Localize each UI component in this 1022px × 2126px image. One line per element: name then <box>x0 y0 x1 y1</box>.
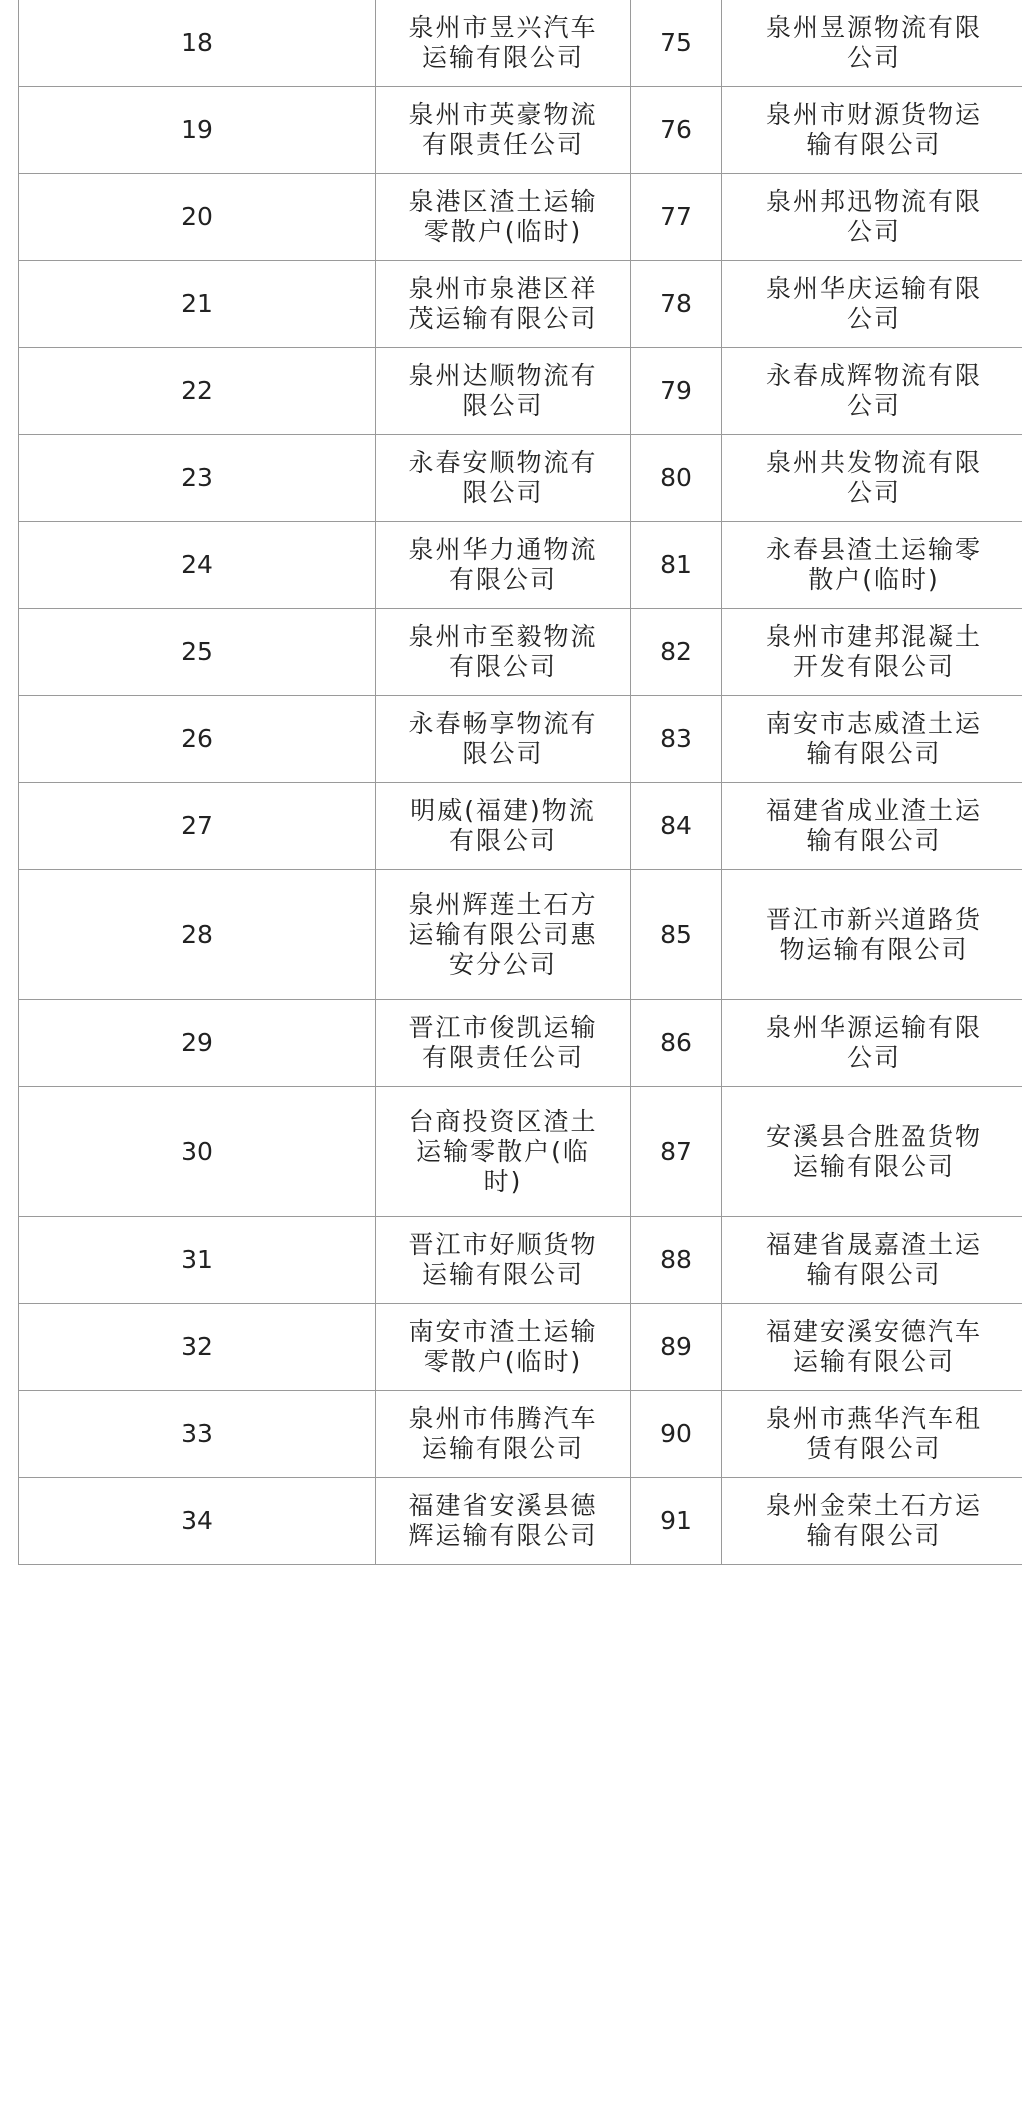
row-number-cell: 28 <box>19 870 376 1000</box>
company-name-line: 晋江市好顺货物 <box>408 1230 598 1259</box>
company-name-line: 有限责任公司 <box>421 130 584 159</box>
row-number-cell-right: 77 <box>631 174 722 261</box>
table-row <box>19 1217 1022 1304</box>
company-table <box>18 0 1022 1565</box>
company-name-cell-right <box>722 1391 1022 1478</box>
company-name-cell <box>376 1217 631 1304</box>
company-name-line: 输有限公司 <box>806 1260 942 1289</box>
company-name-line: 辉运输有限公司 <box>408 1521 598 1550</box>
table-row <box>19 696 1022 783</box>
company-name-line: 永春畅享物流有 <box>408 709 598 738</box>
company-name-line: 限公司 <box>462 739 544 768</box>
company-name-line: 运输有限公司 <box>421 1434 584 1463</box>
company-name-line: 运输有限公司 <box>792 1151 955 1181</box>
company-name-line: 时) <box>483 1166 523 1196</box>
company-name-line: 晋江市俊凯运输 <box>408 1013 598 1042</box>
company-name-line: 福建省安溪县德 <box>408 1491 598 1520</box>
row-number-cell-right: 89 <box>631 1304 722 1391</box>
table-row <box>19 783 1022 870</box>
company-name-cell-right <box>722 1000 1022 1087</box>
row-number-cell: 26 <box>19 696 376 783</box>
row-number-cell-right: 83 <box>631 696 722 783</box>
table-row <box>19 522 1022 609</box>
company-name-line: 散户(临时) <box>808 565 940 594</box>
company-name-cell <box>376 522 631 609</box>
company-name-line: 运输有限公司 <box>421 42 584 72</box>
company-name-line: 泉州市昱兴汽车 <box>408 12 598 42</box>
company-name-cell <box>376 348 631 435</box>
company-name-line: 明威(福建)物流 <box>410 796 596 825</box>
table-row <box>19 1478 1022 1565</box>
company-name-cell <box>376 87 631 174</box>
company-name-line: 公司 <box>846 217 901 246</box>
company-name-line: 福建省晟嘉渣土运 <box>765 1230 982 1259</box>
company-name-line: 输有限公司 <box>806 1521 942 1550</box>
company-name-cell-right <box>722 522 1022 609</box>
company-name-line: 泉州市英豪物流 <box>408 100 598 129</box>
company-name-line: 南安市志威渣土运 <box>765 709 982 738</box>
company-name-cell <box>376 1478 631 1565</box>
row-number-cell-right: 90 <box>631 1391 722 1478</box>
row-number-cell: 27 <box>19 783 376 870</box>
company-name-line: 公司 <box>846 1043 901 1072</box>
row-number-cell: 24 <box>19 522 376 609</box>
company-name-line: 运输有限公司惠 <box>408 919 598 949</box>
company-name-line: 公司 <box>846 391 901 420</box>
company-name-line: 有限公司 <box>448 652 557 681</box>
row-number-cell: 23 <box>19 435 376 522</box>
company-name-line: 晋江市新兴道路货 <box>765 904 982 934</box>
row-number-cell-right: 79 <box>631 348 722 435</box>
company-name-cell-right <box>722 1304 1022 1391</box>
company-name-line: 泉州华力通物流 <box>408 535 598 564</box>
company-name-line: 泉州市燕华汽车租 <box>765 1404 982 1433</box>
company-name-cell-right <box>722 1087 1022 1217</box>
row-number-cell-right: 86 <box>631 1000 722 1087</box>
row-number-cell: 34 <box>19 1478 376 1565</box>
company-name-line: 运输零散户(临 <box>416 1136 590 1166</box>
row-number-cell-right: 91 <box>631 1478 722 1565</box>
company-name-cell <box>376 1087 631 1217</box>
row-number-cell: 21 <box>19 261 376 348</box>
row-number-cell: 32 <box>19 1304 376 1391</box>
row-number-cell-right: 88 <box>631 1217 722 1304</box>
company-name-line: 泉州市财源货物运 <box>765 100 982 129</box>
row-number-cell-right: 84 <box>631 783 722 870</box>
table-row <box>19 1304 1022 1391</box>
company-name-cell <box>376 609 631 696</box>
company-name-cell-right <box>722 87 1022 174</box>
company-name-line: 台商投资区渣土 <box>408 1106 598 1136</box>
company-name-cell <box>376 435 631 522</box>
company-name-line: 泉州金荣土石方运 <box>765 1491 982 1520</box>
company-name-line: 安溪县合胜盈货物 <box>765 1121 982 1151</box>
table-row <box>19 870 1022 1000</box>
company-name-line: 福建省成业渣土运 <box>765 796 982 825</box>
company-name-line: 泉州昱源物流有限 <box>765 12 982 42</box>
row-number-cell-right: 78 <box>631 261 722 348</box>
table-row <box>19 261 1022 348</box>
company-name-line: 零散户(临时) <box>423 217 583 246</box>
table-row <box>19 1087 1022 1217</box>
company-name-line: 泉州邦迅物流有限 <box>765 187 982 216</box>
company-name-line: 公司 <box>846 478 901 507</box>
company-name-cell-right <box>722 435 1022 522</box>
row-number-cell: 20 <box>19 174 376 261</box>
row-number-cell-right: 81 <box>631 522 722 609</box>
company-name-line: 安分公司 <box>448 949 557 979</box>
company-name-line: 运输有限公司 <box>421 1260 584 1289</box>
row-number-cell: 31 <box>19 1217 376 1304</box>
company-name-line: 泉州达顺物流有 <box>408 361 598 390</box>
company-name-cell <box>376 1304 631 1391</box>
company-name-cell-right <box>722 348 1022 435</box>
company-name-line: 输有限公司 <box>806 130 942 159</box>
table-row <box>19 1391 1022 1478</box>
table-row <box>19 435 1022 522</box>
table-row <box>19 609 1022 696</box>
company-name-line: 有限责任公司 <box>421 1043 584 1072</box>
company-name-line: 茂运输有限公司 <box>408 304 598 333</box>
row-number-cell: 18 <box>19 0 376 87</box>
table-row <box>19 1000 1022 1087</box>
company-name-cell <box>376 261 631 348</box>
row-number-cell: 25 <box>19 609 376 696</box>
company-name-line: 永春县渣土运输零 <box>765 535 982 564</box>
table-row <box>19 87 1022 174</box>
company-name-cell <box>376 174 631 261</box>
company-name-line: 运输有限公司 <box>792 1347 955 1376</box>
company-name-cell-right <box>722 0 1022 87</box>
company-name-cell <box>376 1000 631 1087</box>
row-number-cell: 19 <box>19 87 376 174</box>
company-name-line: 输有限公司 <box>806 739 942 768</box>
row-number-cell: 22 <box>19 348 376 435</box>
company-name-cell-right <box>722 696 1022 783</box>
company-name-cell <box>376 783 631 870</box>
company-name-cell <box>376 870 631 1000</box>
company-name-cell <box>376 696 631 783</box>
company-table-body <box>19 0 1022 1565</box>
company-name-line: 有限公司 <box>448 565 557 594</box>
company-name-line: 泉港区渣土运输 <box>408 187 598 216</box>
company-name-cell-right <box>722 870 1022 1000</box>
company-name-cell-right <box>722 261 1022 348</box>
company-name-line: 泉州华庆运输有限 <box>765 274 982 303</box>
company-name-cell-right <box>722 783 1022 870</box>
row-number-cell: 29 <box>19 1000 376 1087</box>
table-row <box>19 174 1022 261</box>
row-number-cell-right: 76 <box>631 87 722 174</box>
row-number-cell: 30 <box>19 1087 376 1217</box>
company-name-line: 泉州市至毅物流 <box>408 622 598 651</box>
company-name-line: 限公司 <box>462 391 544 420</box>
row-number-cell-right: 80 <box>631 435 722 522</box>
company-name-cell <box>376 0 631 87</box>
company-name-cell-right <box>722 609 1022 696</box>
company-name-line: 泉州辉莲土石方 <box>408 889 598 919</box>
row-number-cell-right: 87 <box>631 1087 722 1217</box>
company-name-cell <box>376 1391 631 1478</box>
row-number-cell-right: 82 <box>631 609 722 696</box>
company-name-line: 福建安溪安德汽车 <box>765 1317 982 1346</box>
company-name-line: 公司 <box>846 42 901 72</box>
company-name-cell-right <box>722 1217 1022 1304</box>
row-number-cell-right: 85 <box>631 870 722 1000</box>
company-name-line: 永春成辉物流有限 <box>765 361 982 390</box>
company-name-line: 赁有限公司 <box>806 1434 942 1463</box>
company-name-line: 输有限公司 <box>806 826 942 855</box>
company-name-line: 开发有限公司 <box>792 652 955 681</box>
company-name-line: 泉州市泉港区祥 <box>408 274 598 303</box>
company-name-line: 泉州市伟腾汽车 <box>408 1404 598 1433</box>
company-name-line: 公司 <box>846 304 901 333</box>
row-number-cell: 33 <box>19 1391 376 1478</box>
table-row <box>19 348 1022 435</box>
row-number-cell-right: 75 <box>631 0 722 87</box>
company-name-line: 泉州华源运输有限 <box>765 1013 982 1042</box>
company-name-line: 泉州共发物流有限 <box>765 448 982 477</box>
company-name-cell-right <box>722 174 1022 261</box>
company-name-line: 泉州市建邦混凝土 <box>765 622 982 651</box>
company-name-line: 限公司 <box>462 478 544 507</box>
company-name-line: 永春安顺物流有 <box>408 448 598 477</box>
company-name-line: 有限公司 <box>448 826 557 855</box>
company-name-cell-right <box>722 1478 1022 1565</box>
company-name-line: 南安市渣土运输 <box>408 1317 598 1346</box>
company-name-line: 物运输有限公司 <box>779 934 969 964</box>
company-name-line: 零散户(临时) <box>423 1347 583 1376</box>
table-row <box>19 0 1022 87</box>
